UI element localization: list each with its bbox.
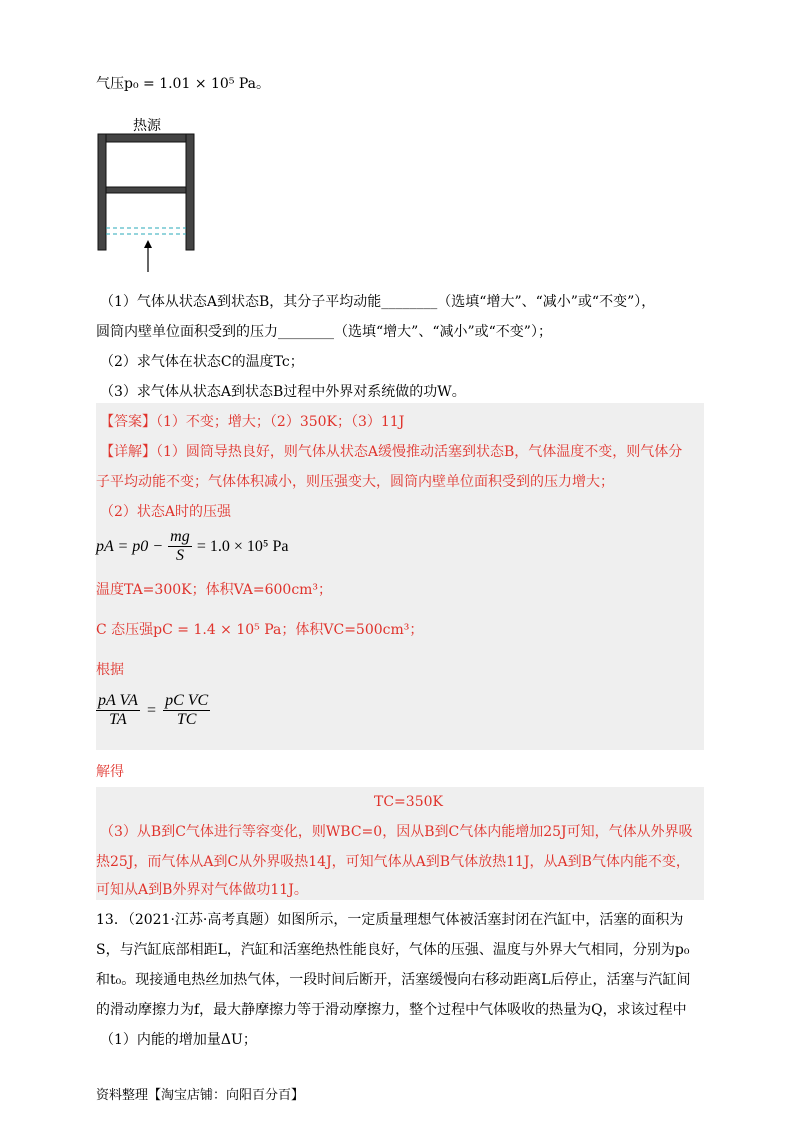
solve-label: 解得 [96,764,124,780]
question-1-line-2: 圆筒内壁单位面积受到的压力________（选填“增大”、“减小”或“不变”）； [96,324,552,340]
equation-left-denominator: TA [109,711,127,728]
cylinder-diagram [90,130,200,275]
pA-lhs: pA = p0 − [96,538,164,555]
equation-right-numerator: pC VC [165,692,209,709]
footer-source: 资料整理【淘宝店铺：向阳百分百】 [96,1088,305,1103]
equation-right-denominator: TC [176,711,197,728]
part3-line-2: 热25J，而气体从A到C从外界吸热14J，可知气体从A到B气体放热11J，从A到B气体内能不变， [96,854,690,870]
pressure-statement: 气压p₀ = 1.01 × 10⁵ Pa。 [96,76,271,92]
heat-source-label: 热源 [133,118,161,134]
according-label: 根据 [96,662,124,678]
equation-equals: = [146,702,156,719]
equation-left-fraction [96,692,140,729]
detail-line-1: 【详解】（1）圆筒导热良好，则气体从状态A缓慢推动活塞到状态B，气体温度不变，则气体分 [100,444,683,460]
question-3: （3）求气体从状态A到状态B过程中外界对系统做的功W。 [100,384,466,400]
problem13-line-2: S，与汽缸底部相距L，汽缸和活塞绝热性能良好，气体的压强、温度与外界大气相同，分别为p₀ [96,942,690,958]
temp-volume-A: 温度TA=300K；体积VA=600cm³； [96,582,333,598]
problem13-line-3: 和t₀。现接通电热丝加热气体，一段时间后断开，活塞缓慢向右移动距离L后停止，活塞与汽缸间 [96,972,691,988]
answer-line: 【答案】（1）不变；增大；（2）350K；（3）11J [100,414,405,430]
problem13-line-5: （1）内能的增加量ΔU； [100,1032,257,1048]
problem13-line-4: 的滑动摩擦力为f，最大静摩擦力等于滑动摩擦力，整个过程中气体吸收的热量为Q，求该过程中 [96,1002,687,1018]
pA-formula [96,528,288,565]
detail-line-2: 子平均动能不变；气体体积减小，则压强变大，圆筒内壁单位面积受到的压力增大； [96,474,614,490]
pA-rhs: = 1.0 × 10⁵ Pa [196,538,289,555]
pA-numerator: mg [170,528,190,545]
question-2: （2）求气体在状态C的温度Tc； [100,354,304,370]
equation-left-numerator: pA VA [98,692,138,709]
tc-result: TC=350K [374,794,443,810]
state-C: C 态压强pC = 1.4 × 10⁵ Pa；体积VC=500cm³； [96,622,424,638]
question-1-line-1: （1）气体从状态A到状态B，其分子平均动能________（选填“增大”、“减小”或“不变”）， [100,294,656,310]
problem13-line-1: 13．（2021·江苏·高考真题）如图所示，一定质量理想气体被活塞封闭在汽缸中，活塞的面积为 [96,912,684,928]
pA-fraction [168,528,192,565]
part3-line-1: （3）从B到C气体进行等容变化，则WBC=0，因从B到C气体内能增加25J可知，气体从外界吸 [100,824,693,840]
part3-line-3: 可知从A到B外界对气体做功11J。 [96,882,308,898]
gas-equation [96,692,210,729]
pA-denominator: S [175,547,184,564]
equation-right-fraction [163,692,210,729]
part2-title: （2）状态A时的压强 [100,504,232,520]
